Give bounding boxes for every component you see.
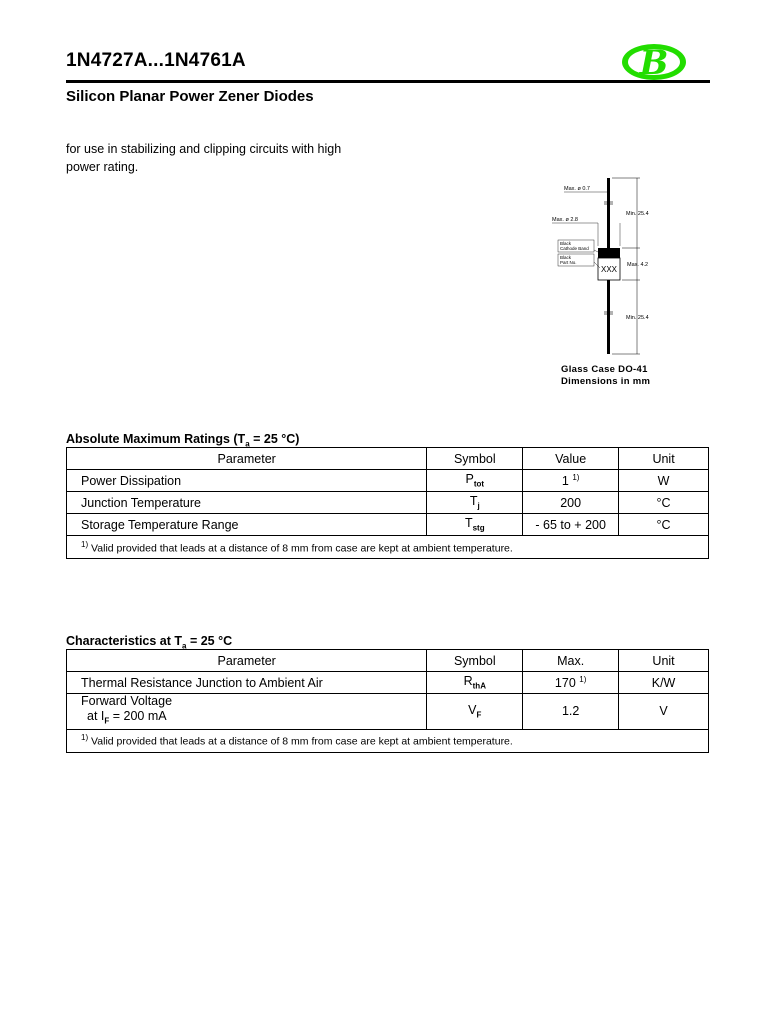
band-label-line2: Cathode Band bbox=[560, 246, 589, 251]
table-note-row bbox=[67, 729, 709, 752]
cathode-band bbox=[598, 248, 620, 258]
dim-body-length: Max. 4.2 bbox=[627, 262, 649, 268]
footnote: $^{1)}$ Valid provided that leads at a distance of 8 mm from case are kept at ambient temperature. bbox=[67, 536, 709, 559]
body-marking: XXX bbox=[600, 265, 618, 274]
case-caption bbox=[561, 364, 650, 388]
unit-cell: W bbox=[619, 470, 709, 492]
footnote: $^{1)}$ Valid provided that leads at a distance of 8 mm from case are kept at ambient temperature. bbox=[67, 729, 709, 752]
table-header-row bbox=[67, 650, 709, 672]
param-cell: Thermal Resistance Junction to Ambient Air bbox=[67, 672, 427, 694]
intro-line-2: power rating. bbox=[66, 160, 139, 174]
symbol-cell: $P_{tot}$ bbox=[427, 470, 523, 492]
col-header-symbol: Symbol bbox=[427, 448, 523, 470]
case-caption-line2: Dimensions in mm bbox=[561, 376, 651, 387]
param-cell: Forward Voltage at $I_F = 200$ mA bbox=[67, 694, 427, 730]
part-label-line2: Part No. bbox=[560, 260, 577, 265]
table-note-row bbox=[67, 536, 709, 559]
title-rule bbox=[66, 80, 710, 83]
symbol-cell: $V_F$ bbox=[427, 694, 523, 730]
value-cell: 1 $^{1)}$ bbox=[523, 470, 619, 492]
table-row bbox=[67, 514, 709, 536]
part-range-title: 1N4727A...1N4761A bbox=[66, 50, 246, 71]
unit-cell: °C bbox=[619, 514, 709, 536]
characteristics-title: Characteristics at $T_a = 25$ °C bbox=[66, 634, 233, 651]
band-label-line1: Black bbox=[560, 241, 572, 246]
dim-body-diameter: Max. ø 2.8 bbox=[552, 217, 578, 223]
dim-lead-bottom: Min. 25.4 bbox=[626, 315, 649, 321]
symbol-cell: $T_j$ bbox=[427, 492, 523, 514]
do41-case-diagram bbox=[548, 172, 658, 358]
unit-cell: K/W bbox=[619, 672, 709, 694]
characteristics-table bbox=[66, 649, 709, 753]
value-cell: 170 $^{1)}$ bbox=[523, 672, 619, 694]
brand-logo bbox=[620, 42, 688, 82]
intro-text bbox=[66, 140, 366, 176]
dim-lead-diameter: Max. ø 0.7 bbox=[564, 186, 590, 192]
table-header-row bbox=[67, 448, 709, 470]
col-header-unit: Unit bbox=[619, 448, 709, 470]
lead-top bbox=[607, 178, 610, 250]
col-header-symbol: Symbol bbox=[427, 650, 523, 672]
param-cell: Power Dissipation bbox=[67, 470, 427, 492]
intro-line-1: for use in stabilizing and clipping circuits with high bbox=[66, 142, 342, 156]
table-row bbox=[67, 470, 709, 492]
param-cell: Junction Temperature bbox=[67, 492, 427, 514]
unit-cell: V bbox=[619, 694, 709, 730]
case-caption-line1: Glass Case DO-41 bbox=[561, 364, 648, 375]
col-header-parameter: Parameter bbox=[67, 650, 427, 672]
param-cell: Storage Temperature Range bbox=[67, 514, 427, 536]
unit-cell: °C bbox=[619, 492, 709, 514]
symbol-cell: $R_{thA}$ bbox=[427, 672, 523, 694]
lead-bottom bbox=[607, 280, 610, 354]
table-row bbox=[67, 492, 709, 514]
part-label-line1: Black bbox=[560, 255, 572, 260]
value-cell: 200 bbox=[523, 492, 619, 514]
symbol-cell: $T_{stg}$ bbox=[427, 514, 523, 536]
col-header-parameter: Parameter bbox=[67, 448, 427, 470]
dim-lead-top: Min. 25.4 bbox=[626, 211, 649, 217]
table-row bbox=[67, 672, 709, 694]
col-header-value: Value bbox=[523, 448, 619, 470]
table-row bbox=[67, 694, 709, 730]
abs-max-title: Absolute Maximum Ratings ($T_a = 25$ °C) bbox=[66, 432, 300, 449]
col-header-max: Max. bbox=[523, 650, 619, 672]
logo-letter: B bbox=[639, 43, 669, 82]
value-cell: 1.2 bbox=[523, 694, 619, 730]
page-subtitle: Silicon Planar Power Zener Diodes bbox=[66, 88, 314, 105]
abs-max-table bbox=[66, 447, 709, 559]
value-cell: - 65 to + 200 bbox=[523, 514, 619, 536]
col-header-unit: Unit bbox=[619, 650, 709, 672]
